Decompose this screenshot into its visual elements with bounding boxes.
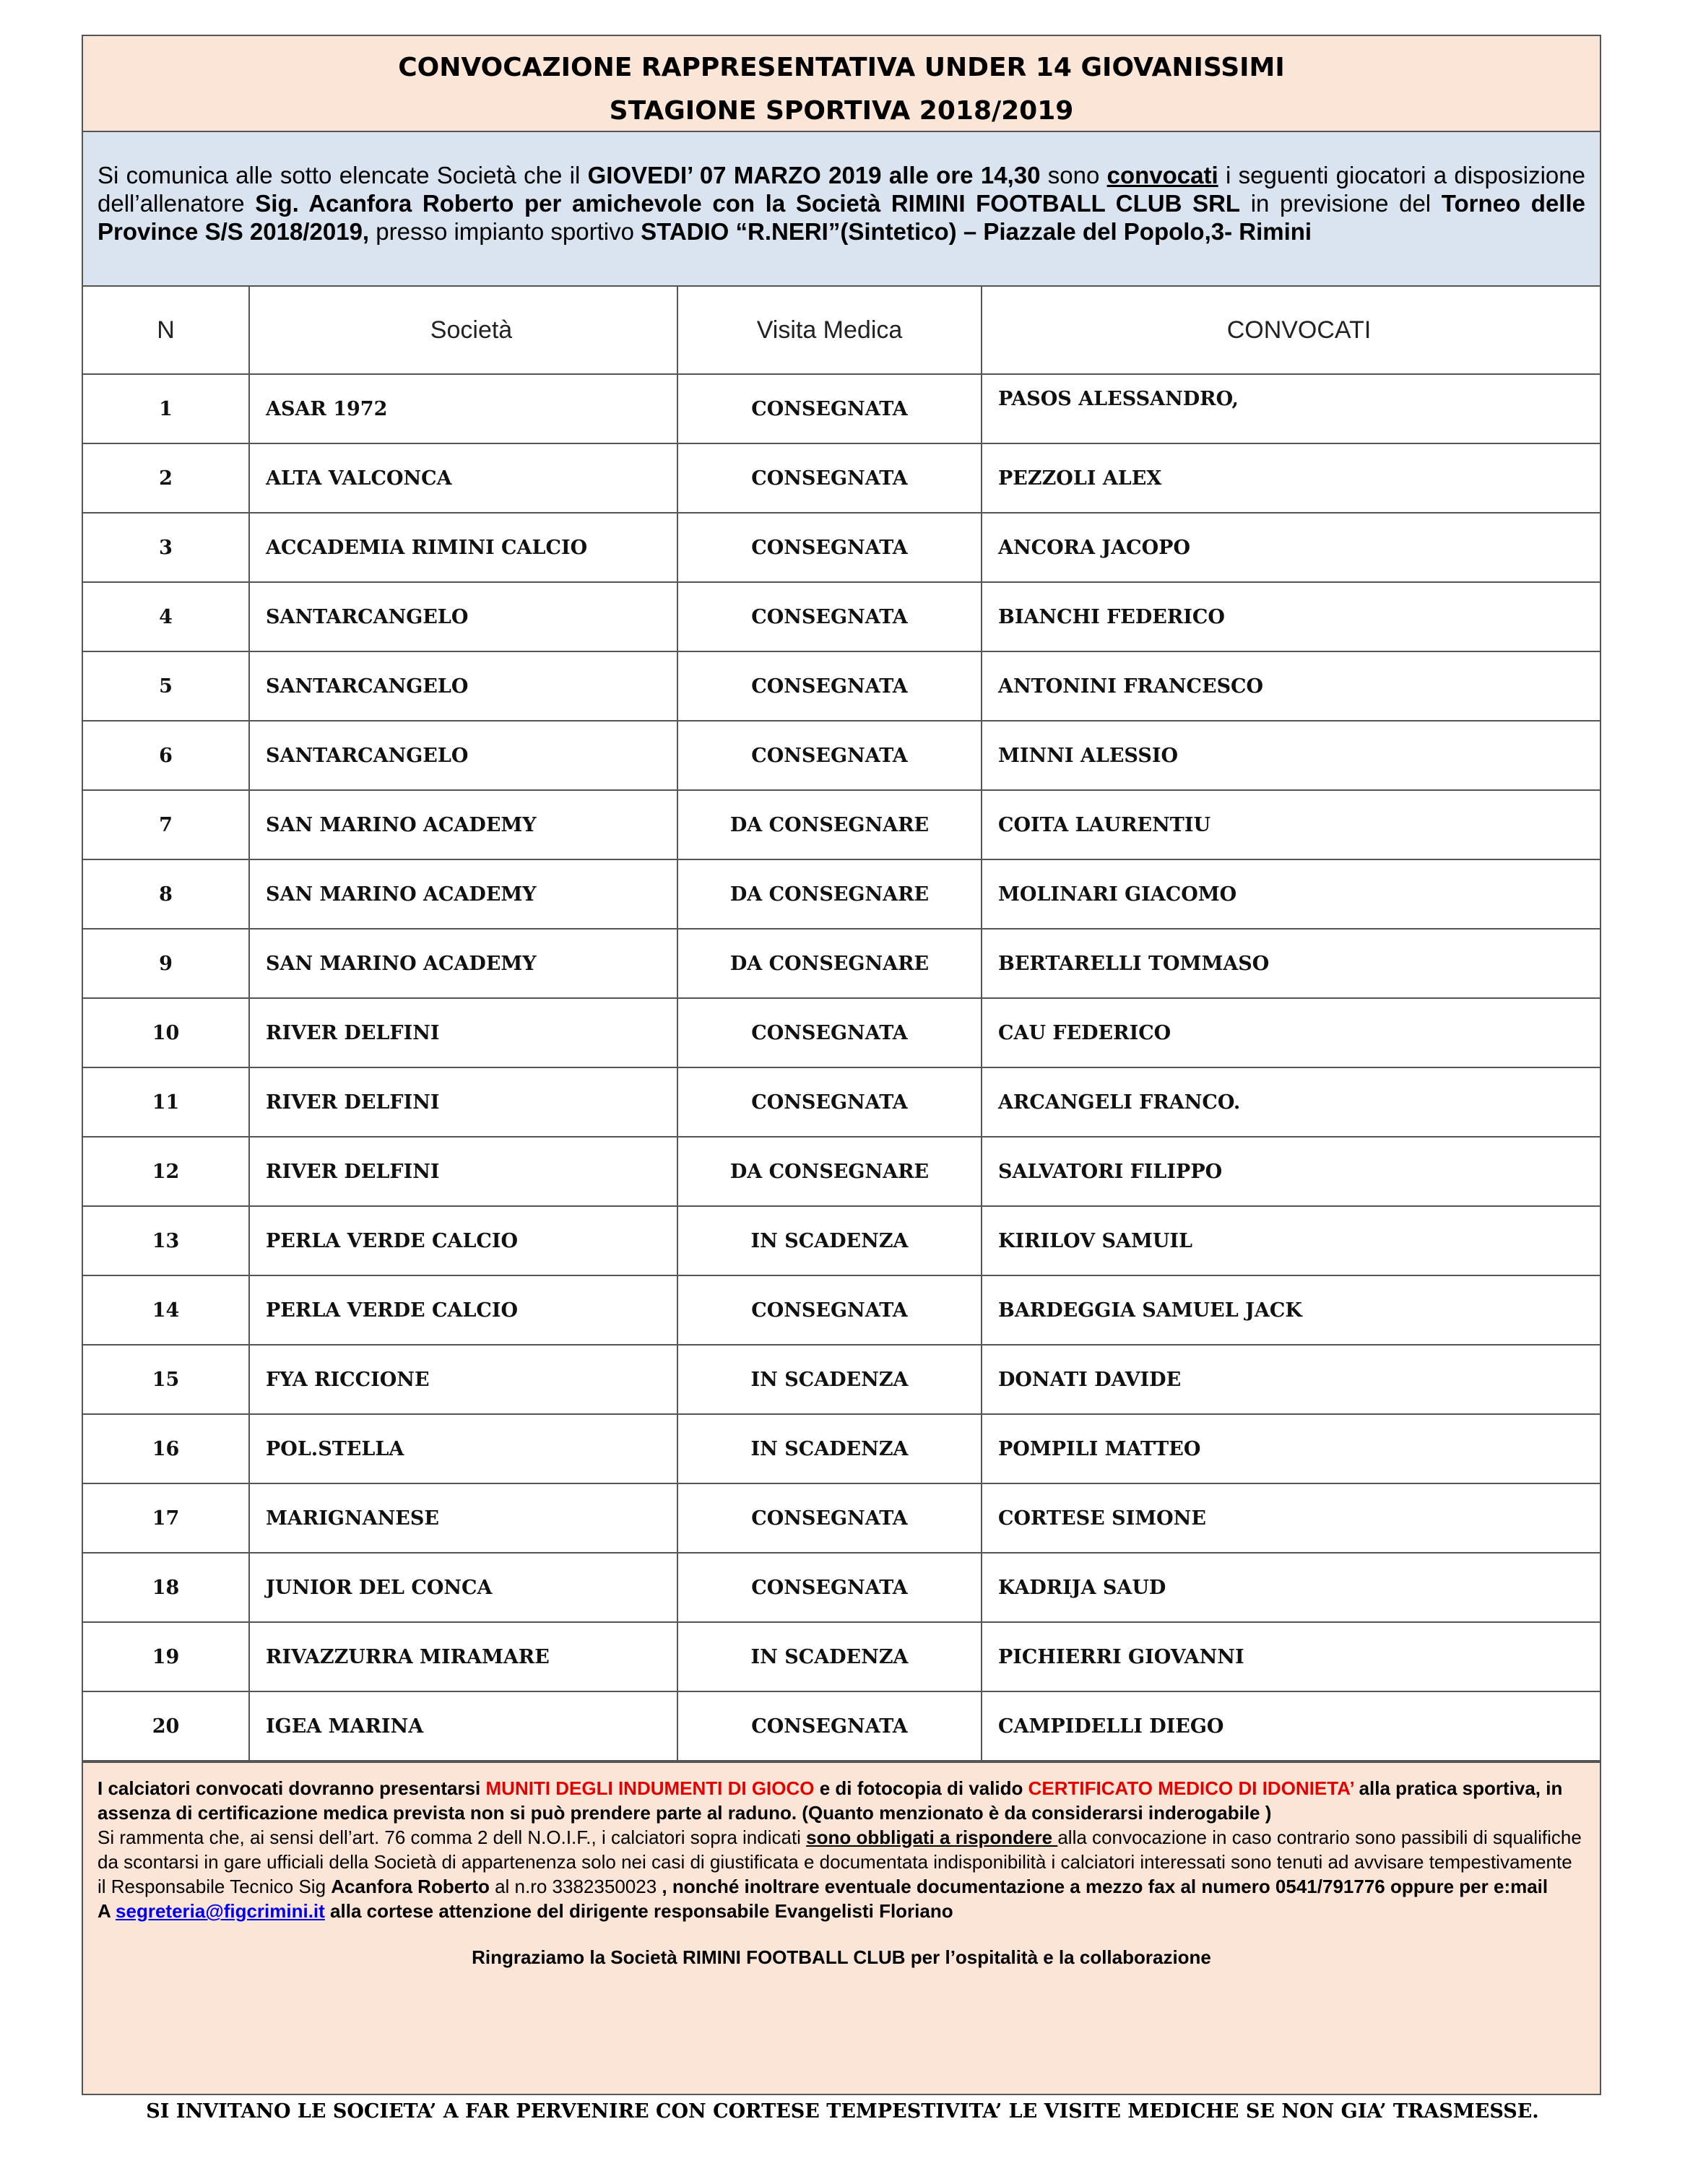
- title-line-2: STAGIONE SPORTIVA 2018/2019: [609, 96, 1074, 126]
- row-societa: ACCADEMIA RIMINI CALCIO: [249, 513, 677, 582]
- intro-text-2: sono: [1040, 162, 1107, 188]
- row-societa: IGEA MARINA: [249, 1691, 677, 1761]
- notes-obligation-highlight: sono obbligati a rispondere: [806, 1826, 1058, 1848]
- row-number: 4: [83, 582, 249, 651]
- row-number: 10: [83, 998, 249, 1067]
- row-societa: SAN MARINO ACADEMY: [249, 790, 677, 859]
- row-societa: RIVAZZURRA MIRAMARE: [249, 1622, 677, 1691]
- footer-note: SI INVITANO LE SOCIETA’ A FAR PERVENIRE CON CORTESE TEMPESTIVITA’ LE VISITE MEDICHE SE NON GIA’ TRASMESSE.: [146, 2100, 1539, 2123]
- table-row: [83, 513, 1600, 582]
- intro-paragraph: [83, 132, 1600, 287]
- row-giocatore: KADRIJA SAUD: [982, 1553, 1600, 1622]
- row-giocatore: POMPILI MATTEO: [982, 1414, 1600, 1483]
- row-number: 6: [83, 721, 249, 790]
- row-societa: SAN MARINO ACADEMY: [249, 859, 677, 929]
- title-block: [83, 36, 1600, 132]
- row-visita: CONSEGNATA: [677, 582, 982, 651]
- row-giocatore: BIANCHI FEDERICO: [982, 582, 1600, 651]
- header-convocati: CONVOCATI: [982, 287, 1600, 374]
- header-visita: Visita Medica: [677, 287, 982, 374]
- row-societa: SANTARCANGELO: [249, 582, 677, 651]
- header-n: N: [83, 287, 249, 374]
- row-number: 20: [83, 1691, 249, 1761]
- row-number: 5: [83, 651, 249, 721]
- row-societa: RIVER DELFINI: [249, 1067, 677, 1137]
- row-number: 17: [83, 1483, 249, 1553]
- convocation-sheet: [82, 35, 1601, 2095]
- notes-c1: A: [98, 1900, 116, 1922]
- notes-a1: I calciatori convocati dovranno presentarsi: [98, 1777, 486, 1799]
- row-societa: SANTARCANGELO: [249, 721, 677, 790]
- row-giocatore: ARCANGELI FRANCO.: [982, 1067, 1600, 1137]
- row-visita: CONSEGNATA: [677, 513, 982, 582]
- intro-tournament: Torneo delle Province S/S 2018/2019,: [98, 190, 1585, 245]
- row-number: 9: [83, 929, 249, 998]
- row-number: 11: [83, 1067, 249, 1137]
- notes-phone: al n.ro 3382350023: [489, 1876, 662, 1897]
- row-number: 19: [83, 1622, 249, 1691]
- notes-coach-name: Acanfora Roberto: [331, 1876, 490, 1897]
- row-visita: CONSEGNATA: [677, 1067, 982, 1137]
- players-table: [83, 287, 1600, 1762]
- row-giocatore: PASOS ALESSANDRO,: [982, 374, 1600, 443]
- notes-thanks: Ringraziamo la Società RIMINI FOOTBALL CLUB per l’ospitalità e la collaborazione: [472, 1946, 1211, 1968]
- intro-venue: STADIO “R.NERI”(Sintetico) – Piazzale del Popolo,3- Rimini: [641, 218, 1312, 245]
- row-giocatore: DONATI DAVIDE: [982, 1345, 1600, 1414]
- table-header-row: [83, 287, 1600, 374]
- table-row: [83, 1206, 1600, 1275]
- row-giocatore: CORTESE SIMONE: [982, 1483, 1600, 1553]
- table-row: [83, 929, 1600, 998]
- intro-text-3: i seguenti giocatori a disposizione dell’allenatore: [98, 162, 1585, 217]
- row-societa: JUNIOR DEL CONCA: [249, 1553, 677, 1622]
- row-giocatore: ANCORA JACOPO: [982, 513, 1600, 582]
- row-visita: IN SCADENZA: [677, 1622, 982, 1691]
- row-giocatore: ANTONINI FRANCESCO: [982, 651, 1600, 721]
- row-visita: CONSEGNATA: [677, 1691, 982, 1761]
- row-societa: FYA RICCIONE: [249, 1345, 677, 1414]
- row-societa: RIVER DELFINI: [249, 998, 677, 1067]
- table-row: [83, 721, 1600, 790]
- intro-text-5: presso impianto sportivo: [369, 218, 641, 245]
- row-visita: CONSEGNATA: [677, 721, 982, 790]
- row-number: 2: [83, 443, 249, 513]
- notes-equipment-highlight: MUNITI DEGLI INDUMENTI DI GIOCO: [485, 1777, 815, 1799]
- table-row: [83, 1483, 1600, 1553]
- notes-equipment: [98, 1776, 1585, 1825]
- table-row: [83, 1414, 1600, 1483]
- row-visita: DA CONSEGNARE: [677, 859, 982, 929]
- row-visita: DA CONSEGNARE: [677, 929, 982, 998]
- row-giocatore: BERTARELLI TOMMASO: [982, 929, 1600, 998]
- table-row: [83, 998, 1600, 1067]
- row-number: 12: [83, 1137, 249, 1206]
- table-row: [83, 859, 1600, 929]
- row-visita: IN SCADENZA: [677, 1345, 982, 1414]
- notes-a3: e di fotocopia di valido: [814, 1777, 1028, 1799]
- notes-block: [83, 1762, 1600, 2094]
- row-societa: SANTARCANGELO: [249, 651, 677, 721]
- row-giocatore: PICHIERRI GIOVANNI: [982, 1622, 1600, 1691]
- notes-c2: alla cortese attenzione del dirigente responsabile Evangelisti Floriano: [324, 1900, 953, 1922]
- intro-coach: Sig. Acanfora Roberto per amichevole con la Società RIMINI FOOTBALL CLUB SRL: [255, 190, 1241, 217]
- row-visita: CONSEGNATA: [677, 998, 982, 1067]
- table-row: [83, 1622, 1600, 1691]
- table-row: [83, 1067, 1600, 1137]
- row-giocatore: CAMPIDELLI DIEGO: [982, 1691, 1600, 1761]
- row-number: 1: [83, 374, 249, 443]
- row-societa: ASAR 1972: [249, 374, 677, 443]
- row-giocatore: CAU FEDERICO: [982, 998, 1600, 1067]
- table-row: [83, 374, 1600, 443]
- table-row: [83, 1275, 1600, 1345]
- row-number: 3: [83, 513, 249, 582]
- table-row: [83, 1137, 1600, 1206]
- intro-convocati: convocati: [1106, 162, 1218, 188]
- row-number: 7: [83, 790, 249, 859]
- row-giocatore: MINNI ALESSIO: [982, 721, 1600, 790]
- row-societa: PERLA VERDE CALCIO: [249, 1206, 677, 1275]
- row-giocatore: BARDEGGIA SAMUEL JACK: [982, 1275, 1600, 1345]
- table-row: [83, 1553, 1600, 1622]
- row-societa: SAN MARINO ACADEMY: [249, 929, 677, 998]
- header-societa: Società: [249, 287, 677, 374]
- notes-b3: alla convocazione in caso contrario sono passibili di squalifiche da scontarsi in gare ufficiali della Società di appartenenza solo nei casi di giustificata e documentata indisponibilità i calciatori interessati sono tenuti ad avvisare tempestivamente il Responsabile Tecnico Sig: [98, 1826, 1582, 1897]
- table-body: [83, 374, 1600, 1761]
- row-visita: CONSEGNATA: [677, 651, 982, 721]
- row-number: 14: [83, 1275, 249, 1345]
- intro-text-1: Si comunica alle sotto elencate Società che il: [98, 162, 588, 188]
- table-row: [83, 443, 1600, 513]
- table-row: [83, 790, 1600, 859]
- row-number: 16: [83, 1414, 249, 1483]
- intro-date: GIOVEDI’ 07 MARZO 2019 alle ore 14,30: [587, 162, 1041, 188]
- row-giocatore: PEZZOLI ALEX: [982, 443, 1600, 513]
- row-societa: POL.STELLA: [249, 1414, 677, 1483]
- row-giocatore: MOLINARI GIACOMO: [982, 859, 1600, 929]
- notes-email-line: [98, 1899, 1585, 1923]
- row-visita: IN SCADENZA: [677, 1206, 982, 1275]
- row-number: 18: [83, 1553, 249, 1622]
- table-row: [83, 651, 1600, 721]
- row-number: 8: [83, 859, 249, 929]
- email-link[interactable]: segreteria@figcrimini.it: [116, 1900, 325, 1922]
- row-number: 15: [83, 1345, 249, 1414]
- row-societa: RIVER DELFINI: [249, 1137, 677, 1206]
- notes-b6: , nonché inoltrare eventuale documentazione a mezzo fax al numero 0541/791776 oppure per e:mail: [662, 1876, 1548, 1897]
- title-line-1: CONVOCAZIONE RAPPRESENTATIVA UNDER 14 GIOVANISSIMI: [398, 53, 1285, 82]
- row-societa: MARIGNANESE: [249, 1483, 677, 1553]
- notes-obligation: [98, 1825, 1585, 1899]
- row-visita: IN SCADENZA: [677, 1414, 982, 1483]
- row-giocatore: SALVATORI FILIPPO: [982, 1137, 1600, 1206]
- row-number: 13: [83, 1206, 249, 1275]
- row-visita: CONSEGNATA: [677, 1483, 982, 1553]
- row-visita: CONSEGNATA: [677, 1275, 982, 1345]
- row-giocatore: COITA LAURENTIU: [982, 790, 1600, 859]
- notes-b1: Si rammenta che, ai sensi dell’art. 76 comma 2 dell N.O.I.F., i calciatori sopra indicati: [98, 1826, 807, 1848]
- row-societa: PERLA VERDE CALCIO: [249, 1275, 677, 1345]
- notes-a5: alla pratica sportiva, in assenza di certificazione medica prevista non si può prendere parte al raduno. (Quanto menzionato è da considerarsi inderogabile ): [98, 1777, 1563, 1824]
- intro-text-4: in previsione del: [1240, 190, 1442, 217]
- row-giocatore: KIRILOV SAMUIL: [982, 1206, 1600, 1275]
- notes-certificate-highlight: CERTIFICATO MEDICO DI IDONIETA’: [1028, 1777, 1354, 1799]
- row-visita: CONSEGNATA: [677, 443, 982, 513]
- table-row: [83, 1691, 1600, 1761]
- row-societa: ALTA VALCONCA: [249, 443, 677, 513]
- row-visita: CONSEGNATA: [677, 1553, 982, 1622]
- row-visita: DA CONSEGNARE: [677, 1137, 982, 1206]
- table-row: [83, 582, 1600, 651]
- row-visita: CONSEGNATA: [677, 374, 982, 443]
- row-visita: DA CONSEGNARE: [677, 790, 982, 859]
- table-row: [83, 1345, 1600, 1414]
